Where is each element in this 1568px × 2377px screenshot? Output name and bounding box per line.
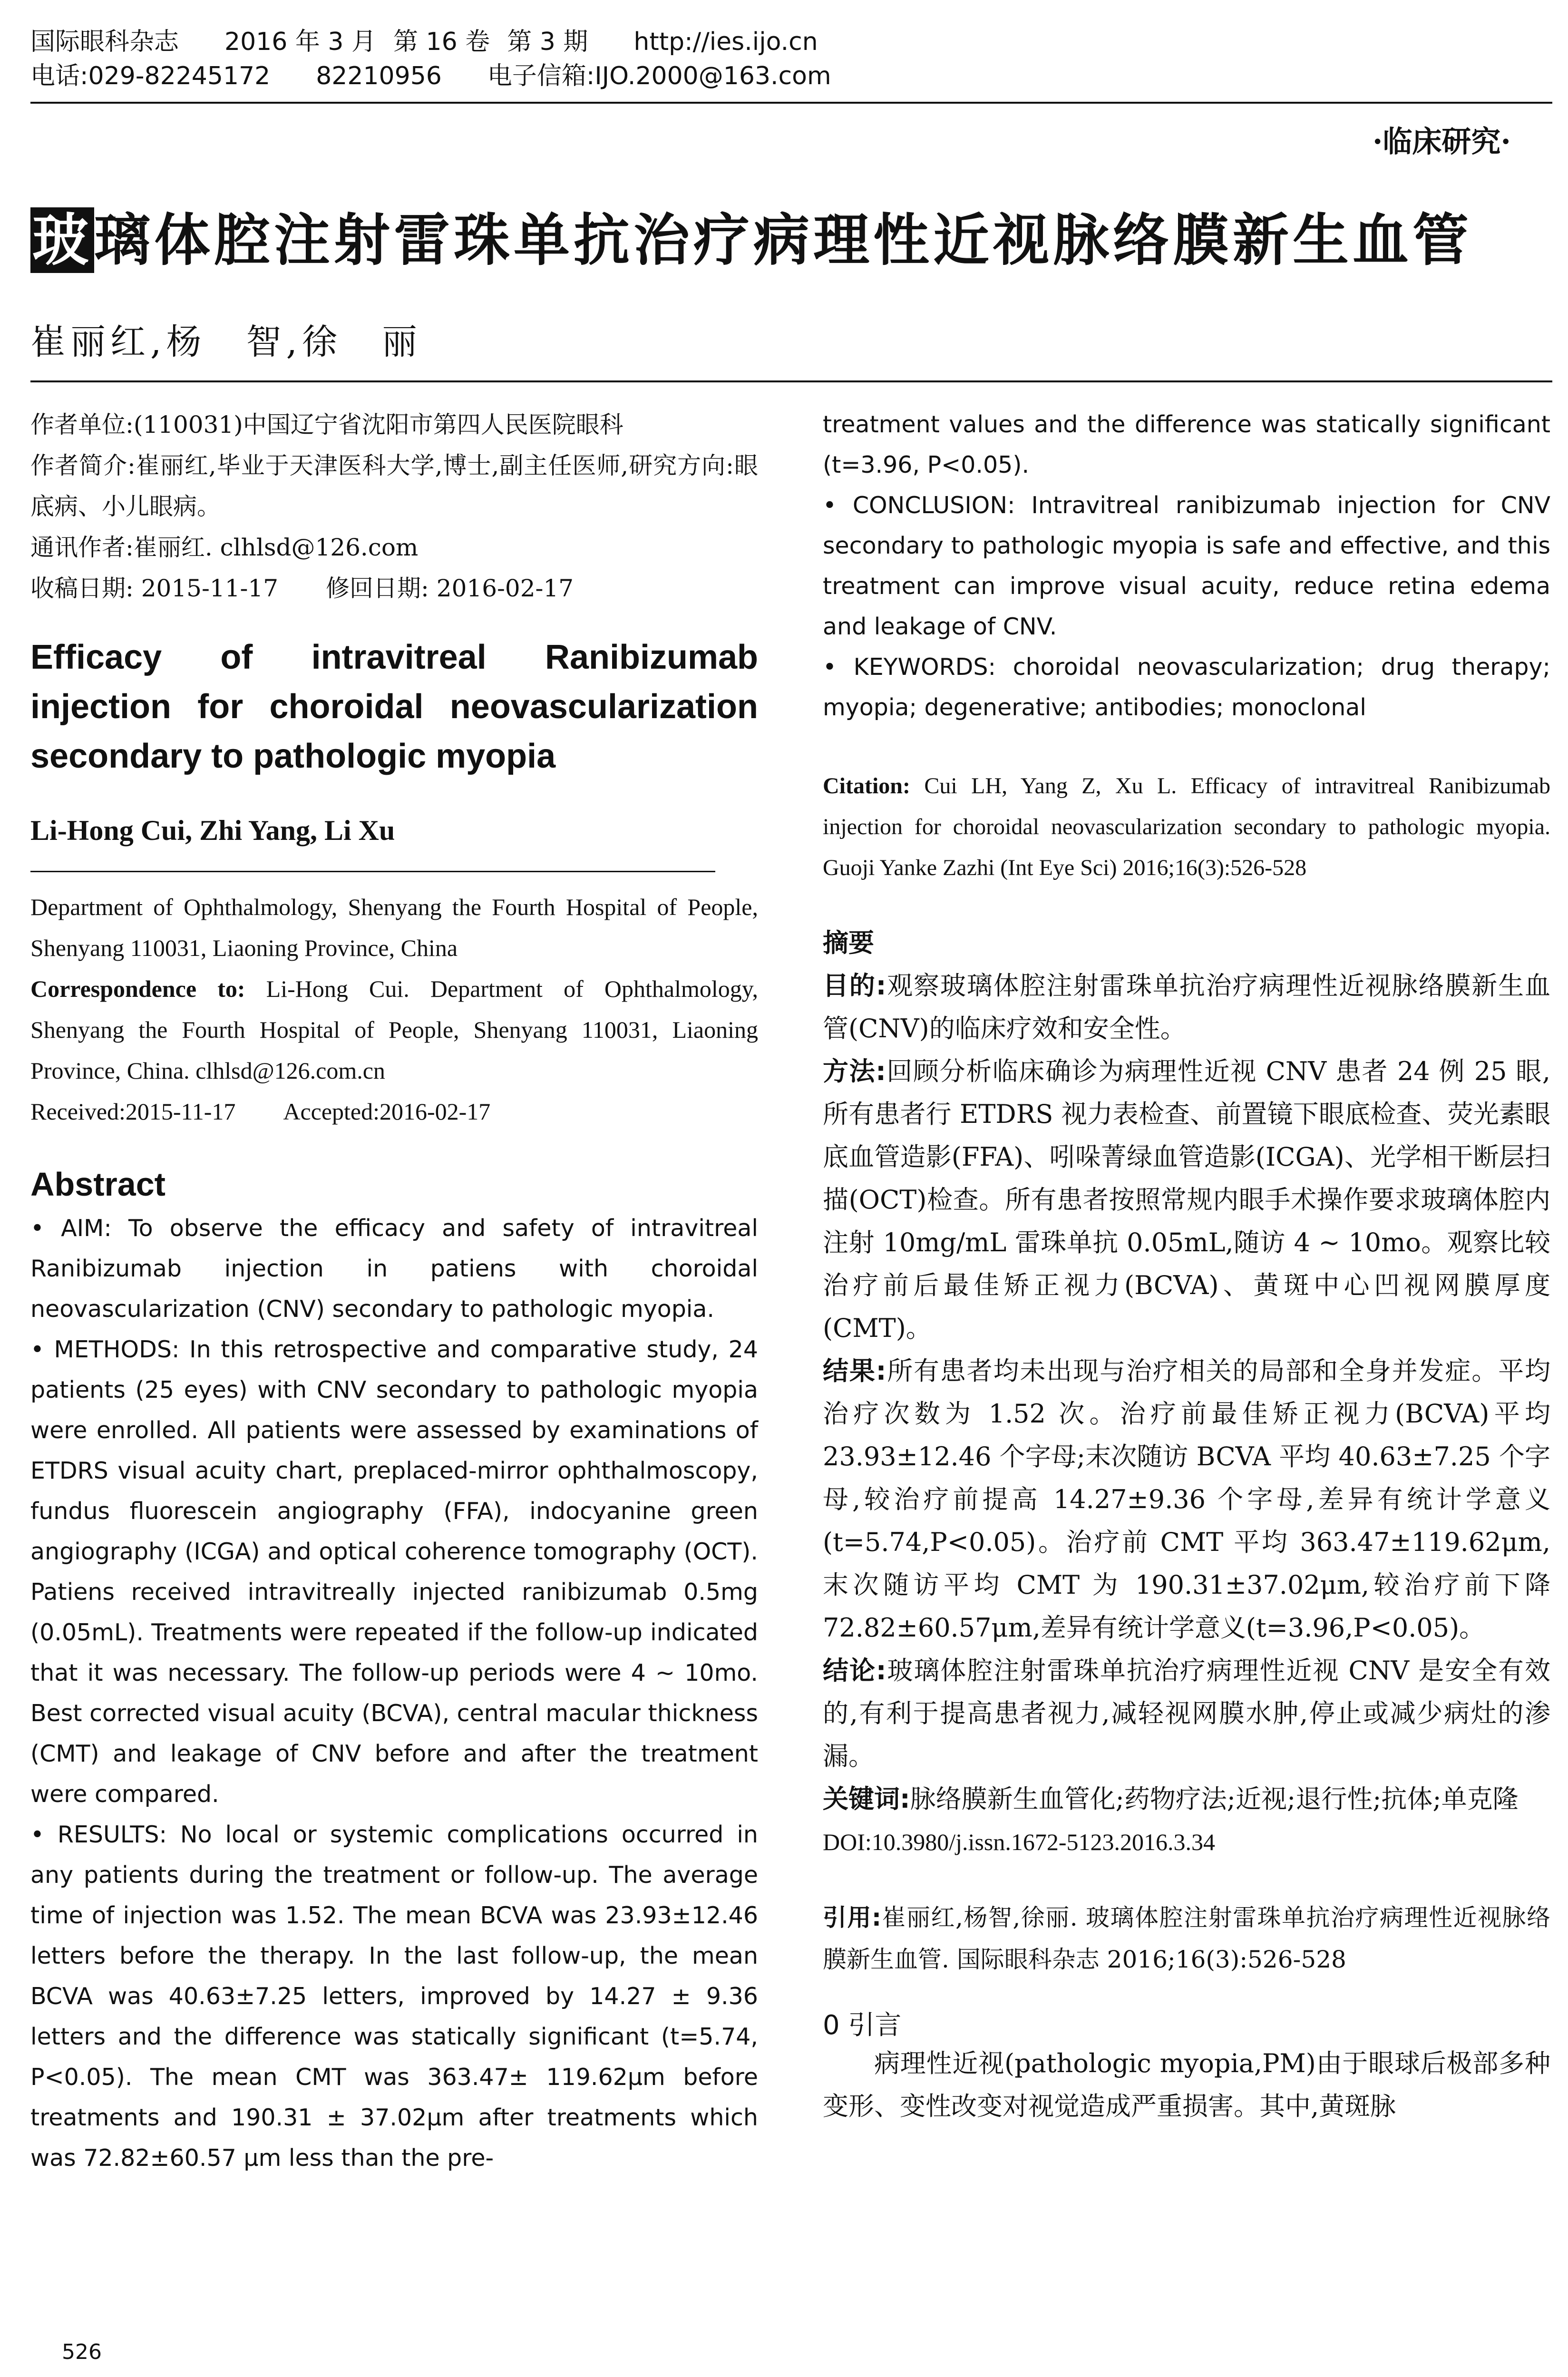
guanjianci-label: 关键词: (823, 1784, 910, 1814)
author-info (30, 404, 758, 609)
title-rule (30, 380, 1552, 382)
doi[interactable]: DOI:10.3980/j.issn.1672-5123.2016.3.34 (823, 1829, 1215, 1855)
chinese-citation (823, 1897, 1550, 1980)
zhaiyao-jielun (823, 1649, 1550, 1778)
mudi-label: 目的: (823, 971, 886, 1001)
abstract-heading: Abstract (30, 1166, 166, 1203)
section-tag: ·临床研究· (1372, 124, 1511, 159)
jieguo-label: 结果: (823, 1356, 886, 1386)
english-title: Efficacy of intravitreal Ranibizumab injection for choroidal neovascularization secondary to pathologic myopia (30, 638, 758, 775)
phone: 电话:029-82245172 (30, 62, 271, 90)
page-number: 526 (62, 2340, 102, 2364)
left-column (30, 404, 758, 2178)
zhaiyao-fangfa (823, 1050, 1550, 1350)
zhaiyao-mudi (823, 964, 1550, 1050)
abstract-aim: • AIM: To observe the efficacy and safety of intravitreal Ranibizumab injection in patiens with choroidal neovascularization (CNV) secondary to pathologic myopia. (30, 1215, 758, 1323)
fangfa-label: 方法: (823, 1056, 886, 1086)
yinyong-label: 引用: (823, 1904, 881, 1931)
author-bio: 作者简介:崔丽红,毕业于天津医科大学,博士,副主任医师,研究方向:眼底病、小儿眼病。 (30, 452, 758, 520)
volume: 第 16 卷 (393, 28, 490, 56)
journal-name: 国际眼科杂志 (30, 28, 179, 56)
abstract-keywords: • KEYWORDS: choroidal neovascularization; drug therapy; myopia; degenerative; antibodies; monoclonal (823, 653, 1550, 721)
dates-cn: 收稿日期: 2015-11-17 修回日期: 2016-02-17 (30, 575, 574, 602)
intro-paragraph: 病理性近视(pathologic myopia,PM)由于眼球后极部多种变形、变性改变对视觉造成严重损害。其中,黄斑脉 (823, 2048, 1550, 2121)
zhaiyao-keywords (823, 1778, 1550, 1821)
citation-label: Citation: (823, 773, 910, 799)
jielun-label: 结论: (823, 1656, 886, 1685)
abstract-methods: • METHODS: In this retrospective and comparative study, 24 patients (25 eyes) with CNV secondary to pathologic myopia were enrolled. All patients were assessed by examinations of ETDRS visual acuity chart, preplaced-mirror ophthalmoscopy, fundus fluorescein angiography (FFA), indocyanine green angiography (ICGA) and optical coherence tomography (OCT). Patiens received intravitreally injected ranibizumab 0.5mg (0.05mL). Treatments were repeated if the follow-up indicated that it was necessary. The follow-up periods were 4 ~ 10mo. Best corrected visual acuity (BCVA), central macular thickness (CMT) and leakage of CNV before and after the treatment were compared. (30, 1336, 758, 1808)
authors-cn: 崔丽红,杨 智,徐 丽 (30, 321, 422, 362)
affiliation: Department of Ophthalmology, Shenyang the Fourth Hospital of People, Shenyang 110031, Liaoning Province, China (30, 894, 758, 961)
correspondence (30, 968, 758, 1091)
mudi-text: 观察玻璃体腔注射雷珠单抗治疗病理性近视脉络膜新生血管(CNV)的临床疗效和安全性。 (823, 971, 1550, 1043)
running-header (30, 25, 1552, 93)
author-unit: 作者单位:(110031)中国辽宁省沈阳市第四人民医院眼科 (30, 411, 623, 438)
zhaiyao-heading: 摘要 (823, 928, 874, 958)
abstract-conclusion: • CONCLUSION: Intravitreal ranibizumab injection for CNV secondary to pathologic myopia is safe and effective, and this treatment can improve visual acuity, reduce retina edema and leakage of CNV. (823, 492, 1550, 640)
english-authors: Li-Hong Cui, Zhi Yang, Li Xu (30, 815, 395, 846)
fangfa-text: 回顾分析临床确诊为病理性近视 CNV 患者 24 例 25 眼,所有患者行 ETDRS 视力表检查、前置镜下眼底检查、荧光素眼底血管造影(FFA)、吲哚菁绿血管造影(ICGA)、光学相干断层扫描(OCT)检查。所有患者按照常规内眼手术操作要求玻璃体腔内注射 10mg/mL 雷珠单抗 0.05mL,随访 4 ~ 10mo。观察比较治疗前后最佳矫正视力(BCVA)、黄斑中心凹视网膜厚度(CMT)。 (823, 1056, 1550, 1343)
abstract-results: • RESULTS: No local or systemic complications occurred in any patients during the treatment or follow-up. The average time of injection was 1.52. The mean BCVA was 23.93±12.46 letters before the therapy. In the last follow-up, the mean BCVA was 40.63±7.25 letters, improved by 14.27 ± 9.36 letters and the difference was statically significant (t=5.74, P<0.05). The mean CMT was 363.47± 119.62μm before treatments and 190.31 ± 37.02μm after treatments which was 72.82±60.57 μm less than the pre- (30, 1821, 758, 2172)
section-intro-heading: 0 引言 (823, 2010, 902, 2041)
right-column (823, 404, 1550, 2128)
title-first-char: 玻 (30, 207, 94, 273)
journal-url[interactable]: http://ies.ijo.cn (633, 28, 818, 56)
citation (823, 766, 1550, 888)
citation-text: Cui LH, Yang Z, Xu L. Efficacy of intravitreal Ranibizumab injection for choroidal neovascularization secondary to pathologic myopia. Guoji Yanke Zazhi (Int Eye Sci) 2016;16(3):526-528 (823, 773, 1550, 880)
corresponding-author: 通讯作者:崔丽红. clhlsd@126.com (30, 534, 419, 561)
phone-2: 82210956 (316, 62, 442, 90)
zhaiyao-jieguo (823, 1350, 1550, 1649)
article-title (30, 195, 1552, 276)
jieguo-text: 所有患者均未出现与治疗相关的局部和全身并发症。平均治疗次数为 1.52 次。治疗前最佳矫正视力(BCVA)平均 23.93±12.46 个字母;末次随访 BCVA 平均 40.63±7.25 个字母,较治疗前提高 14.27±9.36 个字母,差异有统计学意义(t=5.74,P<0.05)。治疗前 CMT 平均 363.47±119.62μm,末次随访平均 CMT 为 190.31±37.02μm,较治疗前下降 72.82±60.57μm,差异有统计学意义(t=3.96,P<0.05)。 (823, 1356, 1550, 1643)
email[interactable]: 电子信箱:IJO.2000@163.com (487, 62, 831, 90)
abstract-results-continued: treatment values and the difference was statically significant (t=3.96, P<0.05). (823, 411, 1550, 478)
guanjianci-text: 脉络膜新生血管化;药物疗法;近视;退行性;抗体;单克隆 (910, 1784, 1519, 1814)
issue: 第 3 期 (507, 28, 588, 56)
authors-rule (30, 871, 715, 872)
yinyong-text: 崔丽红,杨智,徐丽. 玻璃体腔注射雷珠单抗治疗病理性近视脉络膜新生血管. 国际眼科杂志 2016;16(3):526-528 (823, 1904, 1550, 1973)
issue-date: 2016 年 3 月 (224, 28, 377, 56)
received-accepted: Received:2015-11-17 Accepted:2016-02-17 (30, 1098, 491, 1125)
correspondence-text: Li-Hong Cui. Department of Ophthalmology, Shenyang the Fourth Hospital of People, Shenyang 110031, Liaoning Province, China. clhlsd@126.com.cn (30, 975, 758, 1084)
jielun-text: 玻璃体腔注射雷珠单抗治疗病理性近视 CNV 是安全有效的,有利于提高患者视力,减轻视网膜水肿,停止或减少病灶的渗漏。 (823, 1656, 1550, 1771)
correspondence-label: Correspondence to: (30, 975, 245, 1002)
header-rule (30, 102, 1552, 104)
title-rest: 璃体腔注射雷珠单抗治疗病理性近视脉络膜新生血管 (94, 207, 1473, 273)
